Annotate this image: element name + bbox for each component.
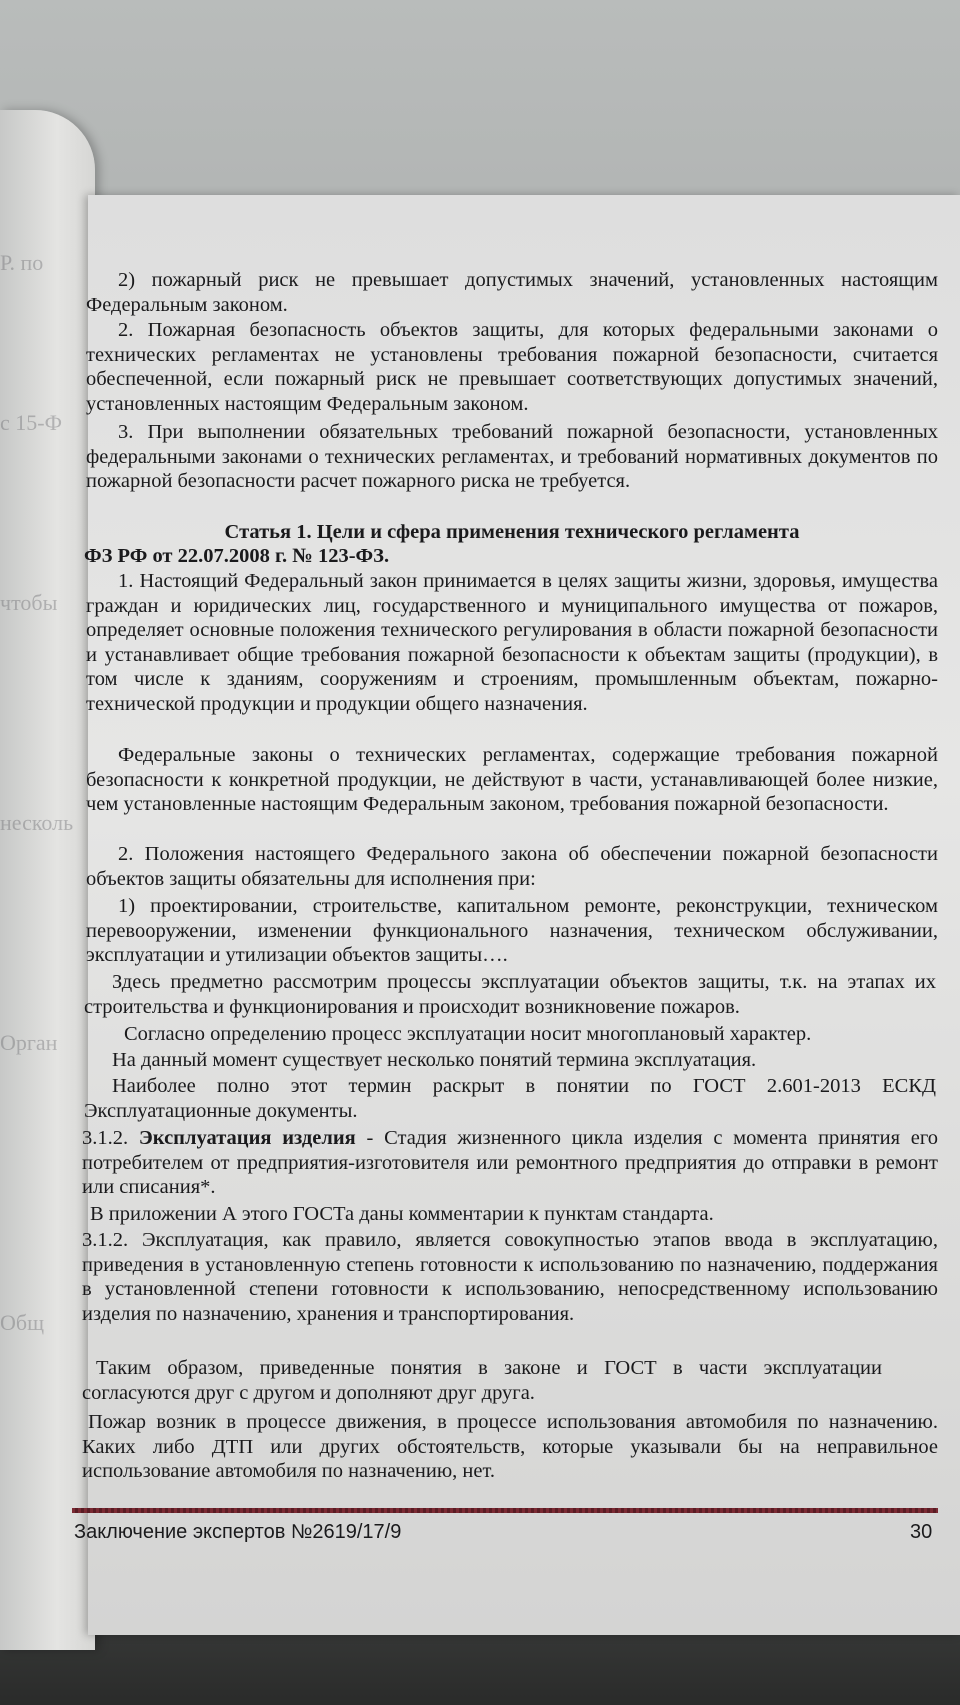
footer-divider bbox=[72, 1508, 938, 1513]
paragraph-fire-circumstances: Пожар возник в процессе движения, в процессе использования автомобиля по назначению. Каких либо ДТП или других обстоятельств, которые указывали бы на неправильное использование автомобиля по назначению, нет. bbox=[82, 1411, 938, 1482]
clause-number: 3.1.2. bbox=[82, 1127, 129, 1149]
paragraph-conclusion-consistency: Таким образом, приведенные понятия в законе и ГОСТ в части эксплуатации согласуются друг с другом и дополняют друг друга. bbox=[82, 1357, 882, 1404]
paragraph-definition: Согласно определению процесс эксплуатации носит многоплановый характер. bbox=[124, 1023, 812, 1045]
paragraph-gost-definition bbox=[82, 1126, 938, 1200]
paragraph-term-concepts: На данный момент существует несколько понятий термина эксплуатация. bbox=[112, 1049, 757, 1071]
paragraph-operation-processes: Здесь предметно рассмотрим процессы эксплуатации объектов защиты, т.к. на этапах их строительства и функционирования и происходит возникновение пожаров. bbox=[84, 971, 936, 1018]
paragraph-article-1-clause-1: 1. Настоящий Федеральный закон принимается в целях защиты жизни, здоровья, имущества граждан и юридических лиц, государственного и муниципального имущества от пожаров, определяет основные положения технического регулирования в области пожарной безопасности и устанавливает общие требования пожарной безопасности к объектам защиты (продукции), в том числе к зданиям, сооружениям и строениям, промышленным объектам, пожарно-технической продукции и продукции общего назначения. bbox=[86, 570, 938, 715]
footer-document-title: Заключение экспертов №2619/17/9 bbox=[74, 1521, 402, 1543]
paragraph-federal-laws: Федеральные законы о технических регламентах, содержащие требования пожарной безопасности к конкретной продукции, не действуют в части, устанавливающей более низкие, чем установленные настоящим Федеральным законом, требования пожарной безопасности. bbox=[86, 744, 938, 815]
paragraph-clause-3: 3. При выполнении обязательных требований пожарной безопасности, установленных федеральными законами о технических регламентах, и требований нормативных документов по пожарной безопасности расчет пожарного риска не требуется. bbox=[86, 421, 938, 492]
page-number: 30 bbox=[910, 1521, 933, 1543]
paragraph-clause-2: 2. Пожарная безопасность объектов защиты, для которых федеральными законами о технических регламентах не установлены требования пожарной безопасности, считается обеспеченной, если пожарный риск не превышает соответствующих допустимых значений, установленных настоящим Федеральным законом. bbox=[86, 319, 938, 415]
underlying-page-edge: Р. по с 15-Ф чтобы несколь Орган Общ bbox=[0, 110, 95, 1650]
paragraph-appendix-a: В приложении А этого ГОСТа даны комментарии к пунктам стандарта. bbox=[90, 1203, 714, 1225]
term-operation-of-product: Эксплуатация изделия bbox=[138, 1127, 356, 1149]
paragraph-risk-item-2: 2) пожарный риск не превышает допустимых значений, установленных настоящим Федеральным законом. bbox=[86, 269, 938, 316]
article-law-reference: ФЗ РФ от 22.07.2008 г. № 123-ФЗ. bbox=[84, 545, 390, 567]
paragraph-gost-reference: Наиболее полно этот термин раскрыт в понятии по ГОСТ 2.601-2013 ЕСКД Эксплуатационные документы. bbox=[84, 1075, 936, 1122]
paragraph-gost-comment: 3.1.2. Эксплуатация, как правило, является совокупностью этапов ввода в эксплуатацию, приведения в установленную степень готовности к использованию по назначению, поддержания в установленной степени готовности к использованию, непосредственному использованию изделия по назначению, хранения и транспортирования. bbox=[82, 1229, 938, 1325]
term-definition: - Стадия жизненного цикла изделия с момента принятия его потребителем от предприятия-изготовителя или ремонтного предприятия до отправки в ремонт или списания*. bbox=[82, 1127, 939, 1198]
paragraph-design-list: 1) проектировании, строительстве, капитальном ремонте, реконструкции, техническом перевооружении, изменении функционального назначения, техническом обслуживании, эксплуатации и утилизации объектов защиты…. bbox=[86, 895, 938, 966]
paragraph-article-1-clause-2: 2. Положения настоящего Федерального закона об обеспечении пожарной безопасности объектов защиты обязательны для исполнения при: bbox=[86, 843, 938, 890]
article-title: Статья 1. Цели и сфера применения технического регламента bbox=[224, 521, 800, 543]
